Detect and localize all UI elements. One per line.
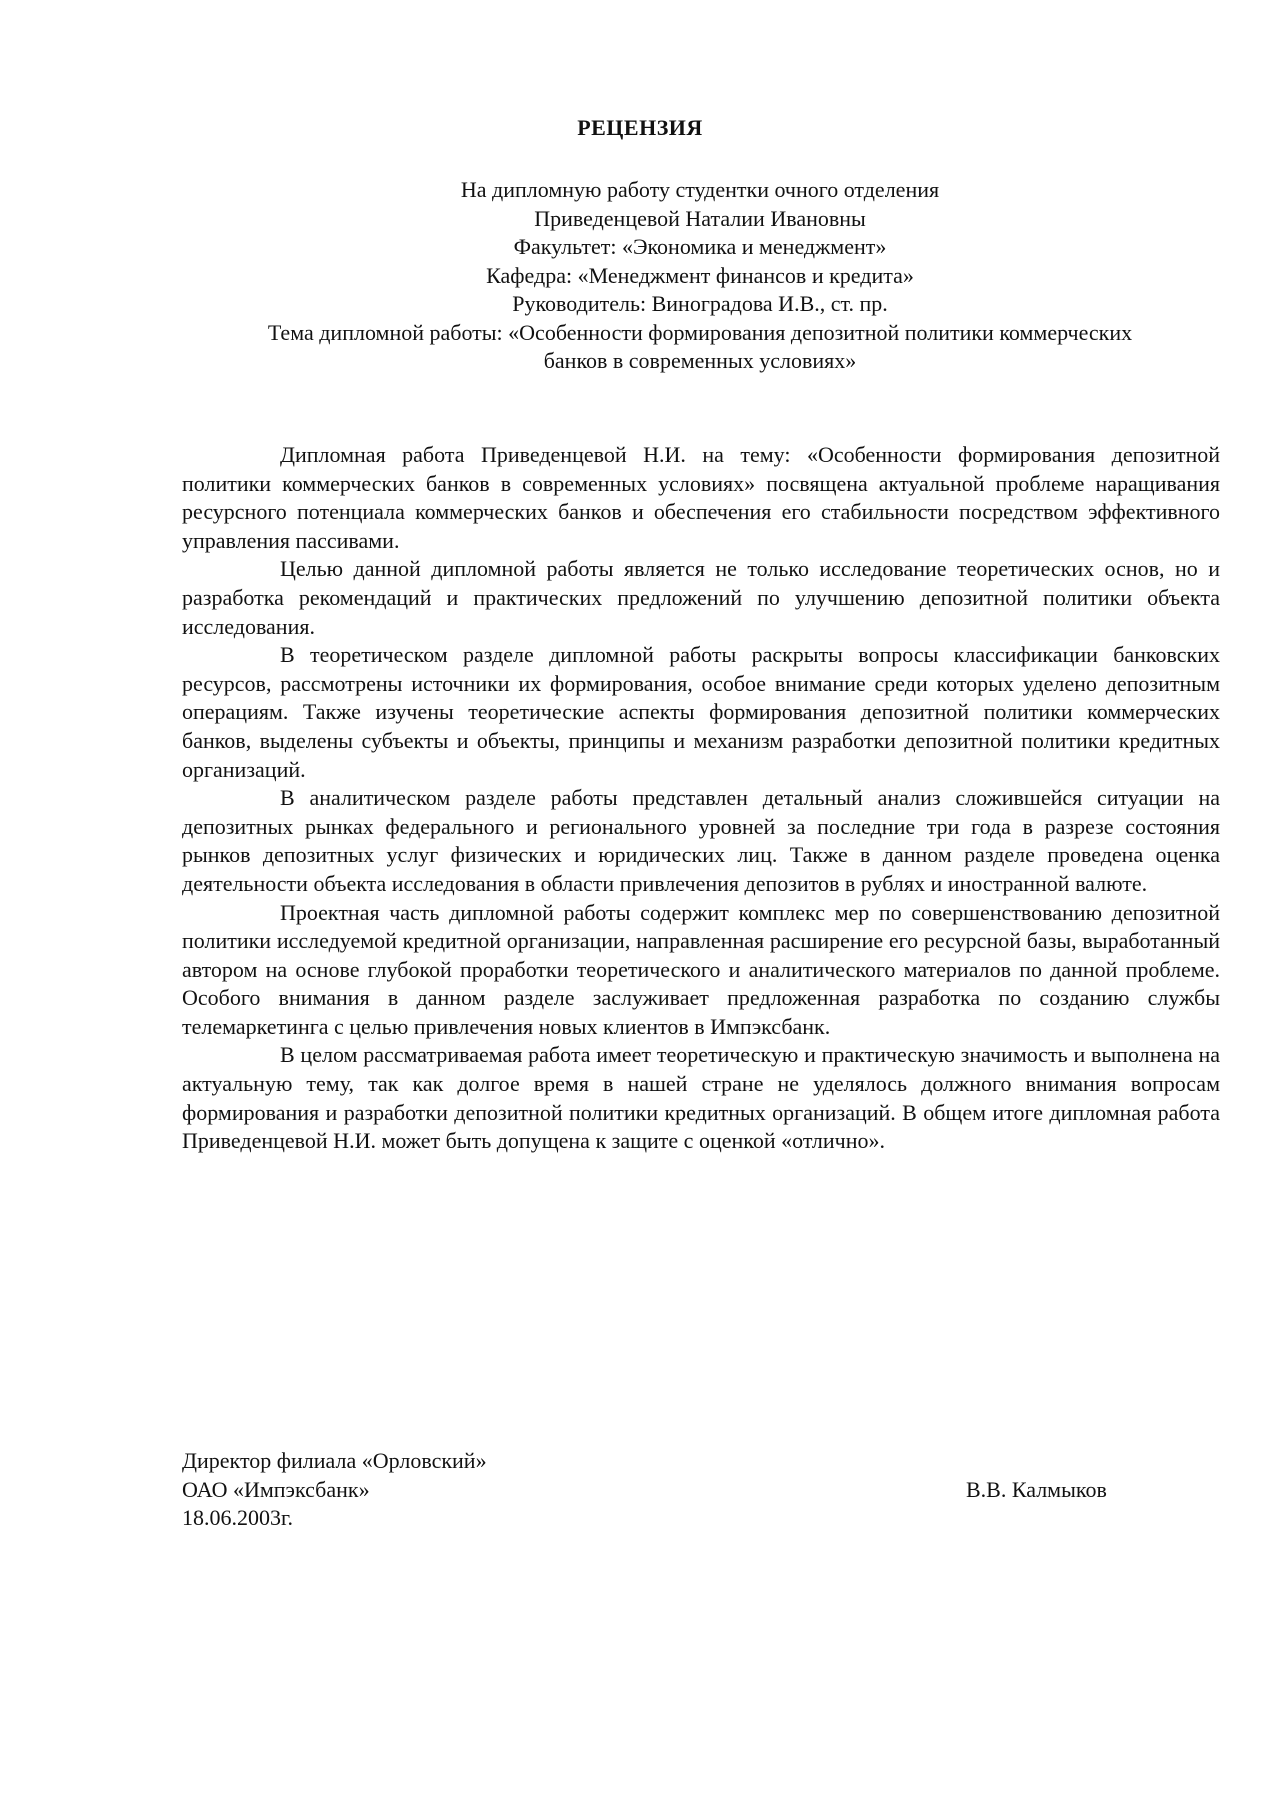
header-line-topic: Тема дипломной работы: «Особенности формирования депозитной политики коммерческих — [267, 319, 1133, 345]
signature-row-organization — [182, 1476, 1142, 1505]
signature-date: 18.06.2003г. — [182, 1505, 294, 1530]
header-line-student: Приведенцевой Наталии Ивановны — [534, 205, 866, 231]
header-line-supervisor: Руководитель: Виноградова И.В., ст. пр. — [512, 291, 888, 316]
body-paragraph: Целью данной дипломной работы является не только исследование теоретических основ, но и разработка рекомендаций и практических предложений по улучшению депозитной политики объекта исследования. — [182, 556, 1220, 639]
header-line-subject: На дипломную работу студентки очного отделения — [460, 177, 940, 202]
header-line-topic-continued: банков в современных условиях» — [543, 348, 857, 373]
signature-row-position — [182, 1447, 1142, 1476]
body-paragraph: Дипломная работа Приведенцевой Н.И. на тему: «Особенности формирования депозитной политики коммерческих банков в современных условиях» посвящена актуальной проблеме наращивания ресурсного потенциала коммерческих банков и обеспечения его стабильности посредством эффективного управления пассивами. — [182, 442, 1220, 553]
document-title: РЕЦЕНЗИЯ — [577, 115, 703, 140]
body-paragraph: В аналитическом разделе работы представлен детальный анализ сложившейся ситуации на депозитных рынках федерального и регионального уровней за последние три года в разрезе состояния рынков депозитных услуг физических и юридических лиц. Также в данном разделе проведена оценка деятельности объекта исследования в области привлечения депозитов в рублях и иностранной валюте. — [182, 785, 1220, 896]
review-header — [160, 176, 1240, 376]
signer-position: Директор филиала «Орловский» — [182, 1448, 487, 1473]
signature-row-date — [182, 1504, 1142, 1533]
body-paragraph: Проектная часть дипломной работы содержит комплекс мер по совершенствованию депозитной политики исследуемой кредитной организации, направленная расширение его ресурсной базы, выработанный автором на основе глубокой проработки теоретического и аналитического материалов по данной проблеме. Особого внимания в данном разделе заслуживает предложенная разработка по созданию службы телемаркетинга с целью привлечения новых клиентов в Импэксбанк. — [182, 899, 1220, 1039]
review-body — [182, 441, 1220, 1156]
body-paragraph: В целом рассматриваемая работа имеет теоретическую и практическую значимость и выполнена на актуальную тему, так как долгое время в нашей стране не уделялось должного внимания вопросам формирования и разработки депозитной политики кредитных организаций. В общем итоге дипломная работа Приведенцевой Н.И. может быть допущена к защите с оценкой «отлично». — [182, 1042, 1220, 1154]
header-line-faculty: Факультет: «Экономика и менеджмент» — [513, 234, 887, 259]
body-paragraph: В теоретическом разделе дипломной работы раскрыты вопросы классификации банковских ресурсов, рассмотрены источники их формирования, особое внимание среди которых уделено депозитным операциям. Также изучены теоретические аспекты формирования депозитной политики коммерческих банков, выделены субъекты и объекты, принципы и механизм разработки депозитной политики кредитных организаций. — [182, 642, 1220, 782]
signer-name: В.В. Калмыков — [966, 1476, 1107, 1502]
signer-organization: ОАО «Импэксбанк» — [182, 1476, 370, 1502]
header-line-department: Кафедра: «Менеджмент финансов и кредита» — [486, 262, 914, 288]
signature-block — [182, 1447, 1142, 1533]
